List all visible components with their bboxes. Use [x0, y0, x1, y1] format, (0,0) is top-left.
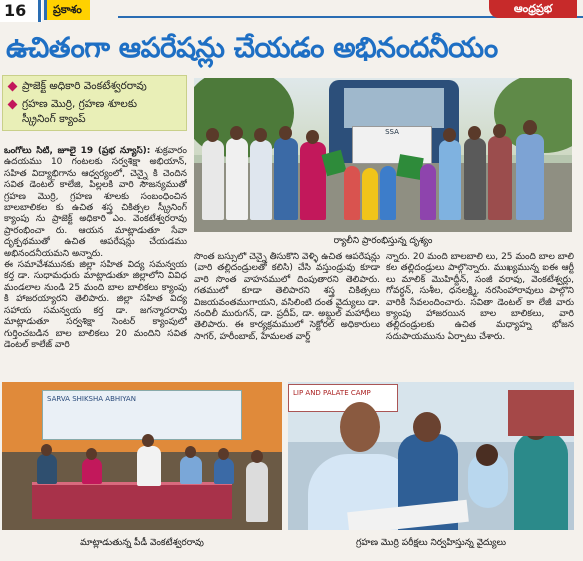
camp-banner: SSA: [352, 126, 432, 164]
screening-photo-caption: గ్రహణ మొర్రి పరీక్షలు నిర్వహిస్తున్న వైద్యులు: [356, 538, 506, 548]
highlight-item: గ్రహణ మొర్రి, గ్రహణ శూలకు: [9, 97, 137, 111]
child: [420, 164, 436, 220]
rally-photo: [194, 78, 572, 232]
headline: ఉచితంగా ఆపరేషన్లు చేయడం అభినందనీయం: [6, 31, 498, 64]
section-separator: [38, 0, 41, 22]
person-head: [86, 448, 97, 460]
section-label: ప్రకాశం: [44, 0, 90, 20]
bus-windshield: [344, 88, 444, 128]
doctor-head: [340, 402, 380, 452]
person-head: [523, 120, 537, 135]
person-head: [251, 450, 263, 463]
bullet-icon: [8, 81, 18, 91]
camp-banner: LIP AND PALATE CAMP: [288, 384, 398, 412]
person: [439, 140, 461, 220]
paragraph: ఈ సమావేశమునకు జిల్లా సహిత విద్య సమన్వయ కర్త డా. సుధామధురు మాట్లాడుతూ జిల్లాలోని వివిధ మండలాల నుండి 25 మంది బాల బాలికలు క్యాంపు కి హాజరయ్యారని తెలిపారు. జిల్లా సహిత విద్య సహాయ సమన్వయ కర్త డా. జగన్మాదరావు మాట్లాడుతూ సర్వశిక్షా సెంటర్ క్యాంపులో గుర్తించబడిన బాల బాలికలు 20 మందిని సవిత డెంటల్ కాలేజ్ వారి: [4, 260, 187, 350]
dateline: ఒంగోలు సిటీ, జూలై 19 (ప్రభ న్యూస్):: [4, 146, 151, 156]
person-head: [254, 128, 267, 142]
article-right-column: న్నారు. 20 మంది బాలబాలి లు, 25 మంది బాల బాలి కల తల్లిదండ్రులు పాల్గొన్నారు. ముఖ్యమున్న ఐఈ ఆర్టీ లు మాలిక్ మొహిద్దీన్, సంజీ వరావు, వెంకటేశ్వర్లు, గోవర్ధన్, సుశీల, ధనలక్ష్మి, నరసింహారావులు పాల్గొని వారికి సేవలందించారు. సవితా డెంటల్ కా లేజీ వారు క్యాంపు హాజరయిన బాల బాలికలు, వారి తల్లిదండ్రులకు ఉచిత మధ్యాహ్న భోజన సదుపాయమును ఏర్పాటు చేశారు.: [386, 252, 574, 342]
person-head: [443, 128, 456, 142]
child: [362, 168, 378, 220]
screening-photo: [288, 382, 574, 530]
person: [274, 138, 298, 220]
person-head: [41, 444, 52, 456]
person: [180, 456, 202, 484]
background-person: [508, 390, 574, 436]
person-head: [185, 446, 196, 458]
child: [380, 166, 396, 220]
stage-table: [32, 482, 232, 519]
person-head: [306, 130, 319, 144]
person-head: [493, 124, 506, 138]
person: [516, 134, 544, 220]
doctor-head: [413, 412, 441, 442]
person: [250, 140, 272, 220]
child: [344, 166, 360, 220]
child-head: [476, 444, 498, 466]
person: [202, 140, 224, 220]
mother: [514, 432, 568, 530]
article-middle-column: సొంత బస్సులో చెన్నై తీసుకొని వెళ్ళి ఉచిత ఆపరేషన్లు (వారి తల్లిదండ్రులతో కలిసి) చేసి వస్తుండ్రువు కూడా వారి సొంత వాహనములో దింపుతారని తెలిపారు. గతములో కూడా తెలిపారని శస్త్ర చికిత్సలు విజయవంతముగాయని, వసిలింటి దంత వైద్యులు డా. నందిలీ మురుగన్, డా. ప్రదీప్, డా. అబ్దుల్ మహాధీలు తెలిపారు. ఈ కార్యక్రమములో సెక్టోరల్ అధికారులు సాగర్, హరీంబాబ్, హేమలత వార్డ్: [194, 252, 380, 342]
person-head: [468, 126, 481, 140]
person: [488, 136, 512, 220]
person-head: [142, 434, 154, 447]
paragraph: శుక్రవారం ఉదయము 10 గంటలకు సర్వశిక్షా అభియాన్, సహిత విద్యాభిగాను ఆధ్వర్యంలో, చెన్నై కి చెందిన సవిత డెంటల్ కాలేజి, పిల్లలకి వారి సౌజన్యముతో గ్రహణ మొర్రి, గ్రహణ శూలకు సంబంధించిన బాలబాలికల కు ఉచిత శస్త్ర చికిత్సల స్క్రీనింగ్ క్యాంపు ను ప్రాజెక్ట్ అధికారి ఎం. వెంకటేశ్వరరావు ప్రారంభించా రు. ఆయన మాట్లాడుతూ సేవా దృక్పథముతో ఉచిత ఆపరేషన్లు చేయడము అభినందనీయమని అన్నారు.: [4, 146, 187, 259]
person: [214, 458, 234, 484]
person-head: [279, 126, 292, 140]
highlight-item-continued: స్క్రీనింగ్ క్యాంప్: [22, 113, 86, 125]
highlights-box: [2, 75, 187, 131]
article-left-column: [4, 146, 187, 380]
person-head: [218, 448, 229, 460]
meeting-photo-caption: మాట్లాడుతున్న పీడీ వెంకటేశ్వరరావు: [80, 538, 204, 548]
meeting-photo: [2, 382, 282, 530]
person: [464, 138, 486, 220]
page-number: 16: [0, 0, 42, 22]
highlight-item: ప్రాజెక్ట్ అధికారి వెంకటేశ్వరరావు: [9, 79, 147, 93]
person: [37, 454, 57, 484]
person: [226, 138, 248, 220]
newspaper-logo: ఆంధ్రప్రభ: [489, 0, 577, 18]
rally-photo-caption: ర్యాలీని ప్రారంభిస్తున్న దృశ్యం: [333, 236, 433, 246]
stage-banner: SARVA SHIKSHA ABHIYAN: [42, 390, 242, 440]
person-head: [206, 128, 219, 142]
person-head: [230, 126, 243, 140]
person: [246, 462, 268, 522]
person: [82, 458, 102, 484]
bullet-icon: [8, 99, 18, 109]
speaker: [137, 446, 161, 486]
